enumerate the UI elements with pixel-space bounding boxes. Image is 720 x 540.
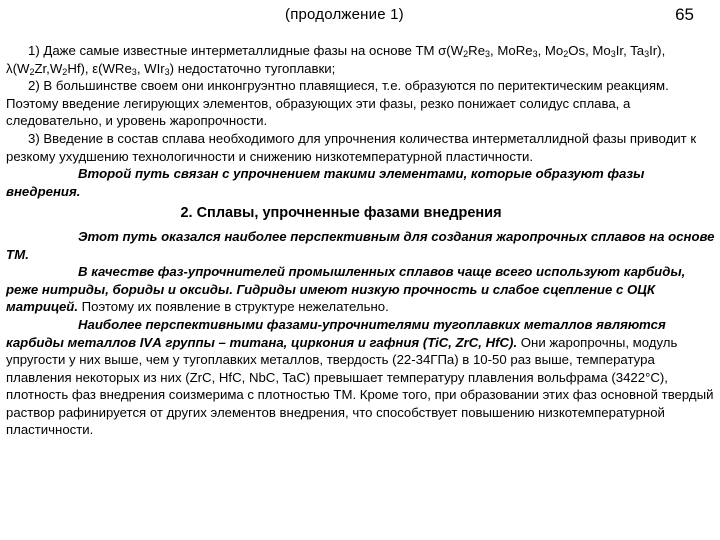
paragraph-second-path: Второй путь связан с упрочнением такими элементами, которые образуют фазы внедрения. — [6, 166, 645, 199]
page-number: 65 — [675, 5, 694, 24]
paragraph-strengthening-phases: В качестве фаз-упрочнителей промышленных сплавов чаще всего используют карбиды, реже нитриды, бориды и оксиды. Гидриды имеют низкую прочность и слабое сцепление с ОЦК матрицей. Поэтому их появление в структуре нежелательно. — [6, 264, 686, 315]
paragraph-strengthening-amount: 3) Введение в состав сплава необходимого для упрочнения количества интерметаллидной фазы приводит к резкому ухудшению технологичности и снижению низкотемпературной пластичности. — [6, 130, 697, 164]
paragraph-carbides: Наиболее перспективными фазами-упрочнителями тугоплавких металлов являются карбиды металлов IVА группы – титана, циркония и гафния (TiC, ZrC, HfC). Они жаропрочны, модуль упругости у них выше, чем у тугоплавких металлов, твердость (22-34ГПа) в 10-50 раз выше, температура плавления некоторых из них (ZrC, HfC, NbC, TaC) превышает температуру плавления вольфрама (3422°С), плотность фаз внедрения соизмерима с плотностью ТМ. Кроме того, при образовании этих фаз основной твердый раствор рафинируется от других элементов внедрения, что способствует повышению низкотемпературной пластичности. — [6, 316, 714, 438]
paragraph-incongruent-melting: 2) В большинстве своем они инконгруэнтно плавящиеся, т.е. образуются по перитектическим реакциям. Поэтому введение легирующих элементов, образующих эти фазы, резко понижает солидус сплава, а следовательно, и уровень жаропрочности. — [6, 78, 669, 129]
slide-title: (продолжение 1) — [285, 6, 404, 23]
body-text — [6, 42, 716, 439]
paragraph-perspective-path: Этот путь оказался наиболее перспективным для создания жаропрочных сплавов на основе ТМ. — [6, 228, 715, 262]
section-heading: 2. Сплавы, упрочненные фазами внедрения — [180, 205, 502, 222]
paragraph-intermetallic-phases: 1) Даже самые известные интерметаллидные фазы на основе ТМ $\sigma(W_2Re_3$, MoRe$_3$, $Mo_2Os$, $Mo_3Ir$, $Ta_3Ir$), $\lambda(W_2Zr,W_2Hf)$, ε(WRe$_3$, WIr$_3$) недостаточно тугоплавки; — [6, 43, 666, 77]
